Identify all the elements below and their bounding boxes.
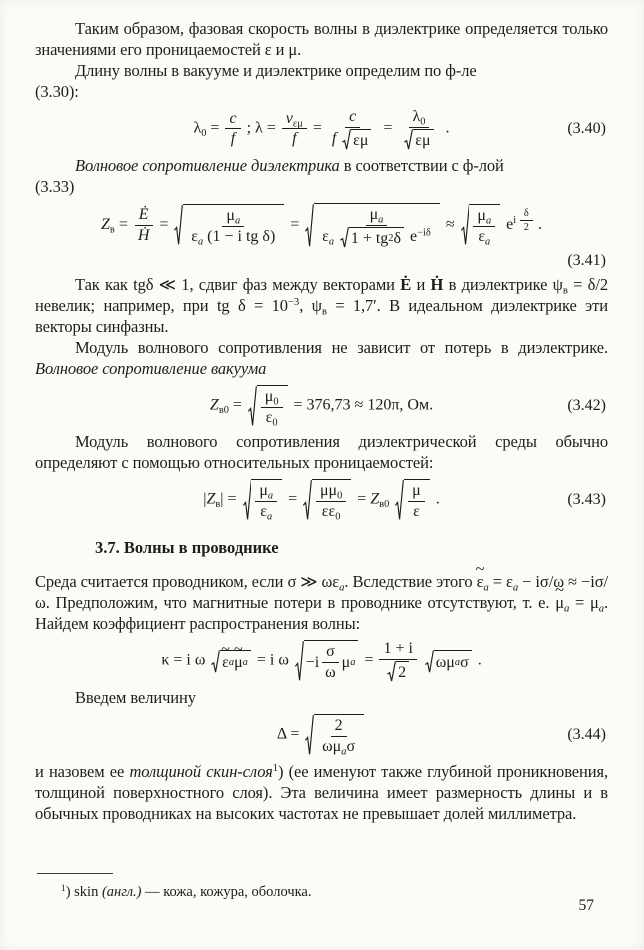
footnote-skin: $^1$) skin (англ.) — кожа, кожура, оболочка.	[61, 883, 312, 900]
paragraph-phase-shift: Так как tgδ ≪ 1, сдвиг фаз между векторами Ė и Ḣ в диэлектрике $\psi_в = \delta/2$ невелик; например, при tg $\delta = 10^{-3}$, $\psi_в = 1,7'$. В идеальном диэлектрике эти векторы синфазны.	[35, 274, 608, 336]
equation-number-3-42: (3.42)	[567, 396, 606, 414]
equation-impedance-relative	[35, 479, 608, 521]
equation-number-3-44: (3.44)	[567, 725, 606, 743]
equation-propagation-coefficient	[35, 640, 608, 682]
equation-wavelength-math: $\lambda_0$ = $\frac{c}{f}$ ; λ = $\frac{v_{\varepsilon\mu}}{f}$ = c f εμ = $\frac{\lambda_0}{\varepsilon\mu}$ .	[193, 108, 450, 149]
paragraph-conductor-condition: Среда считается проводником, если σ ≫ $\omega\varepsilon_a$. Вследствие этого ε $\sim_a = \varepsilon_a - i\sigma/\omega \approx -i\sigma/\omega$. Предположим, что магнитные потери в проводнике отсутствуют, т. е. μ $\sim_a = \mu_a$. Найдем коэффициент распространения волны:	[35, 571, 608, 634]
equation-number-3-43: (3.43)	[567, 491, 606, 509]
equation-number-3-41: (3.41)	[567, 251, 606, 269]
paragraph-wave-impedance-intro: Волновое сопротивление диэлектрика в соответствии с ф-лой (3.33)	[35, 155, 504, 196]
equation-number-3-40: (3.40)	[567, 119, 606, 137]
equation-propagation-coefficient-math: κ = i ω ε ~ a μ ~ a = i ω −i $\frac{\sigma}{\omega}$ μ a = $\frac{1 + i}{2}$ ωμ a σ .	[161, 640, 481, 682]
equation-dielectric-impedance	[35, 203, 608, 248]
equation-skin-depth-math: Δ = $\frac{2}{\omega\mu_a\sigma}$	[277, 714, 366, 756]
paragraph-phase-velocity: Таким образом, фазовая скорость волны в диэлектрике определяется только значениями его проницаемостей ε и μ.	[35, 19, 608, 59]
paragraph-wavelength-intro: Длину волны в вакууме и диэлектрике определим по ф-ле (3.30):	[35, 61, 477, 101]
footnote-divider	[37, 873, 113, 874]
equation-impedance-relative-math: $|Z_в|$ = $\frac{\mu_a}{\varepsilon_a}$ = $\frac{\mu\mu_0}{\varepsilon\varepsilon_0}$ = $Z_{в0}$ $\frac{\mu}{\varepsilon}$ .	[203, 479, 439, 521]
paragraph-relative-permeability: Модуль волнового сопротивления диэлектрической среды обычно определяют с помощью относительных проницаемостей:	[35, 432, 608, 473]
section-heading-3-7: 3.7. Волны в проводнике	[95, 538, 279, 558]
paragraph-impedance-modulus: Модуль волнового сопротивления не зависит от потерь в диэлектрике. Волновое сопротивление вакуума	[35, 337, 608, 378]
equation-dielectric-impedance-math: $Z_в$ = $\frac{Ė}{\text{Ḣ}}$ = $\frac{\mu_a}{\varepsilon_a (1 - i tg \delta)}$ = $\mu_a$ $\varepsilon_a$ 1 + tg 2 δ $e^{-i\delta}$ ≈ $\frac{\mu_a}{\varepsilon_a}$ $e^{i \frac{\delta}{2}}$ .	[101, 203, 542, 248]
paragraph-skin-layer: и назовем ее толщиной скин-слоя$^1$) (ее именуют также глубиной проникновения, толщиной поверхностного слоя). Эта величина имеет размерность длины и в обычных проводниках на высоких частотах не превышает долей миллиметра.	[35, 761, 608, 823]
paragraph-introduce-quantity: Введем величину	[75, 688, 196, 708]
equation-wavelength	[35, 108, 608, 150]
equation-skin-depth	[35, 714, 608, 756]
footnote-area	[35, 867, 608, 902]
equation-vacuum-impedance	[35, 385, 608, 427]
equation-vacuum-impedance-math: $Z_{в0}$ = $\frac{\mu_0}{\varepsilon_0}$ = 376,73 ≈ 120π, Ом.	[210, 385, 433, 427]
page-number: 57	[578, 897, 594, 914]
